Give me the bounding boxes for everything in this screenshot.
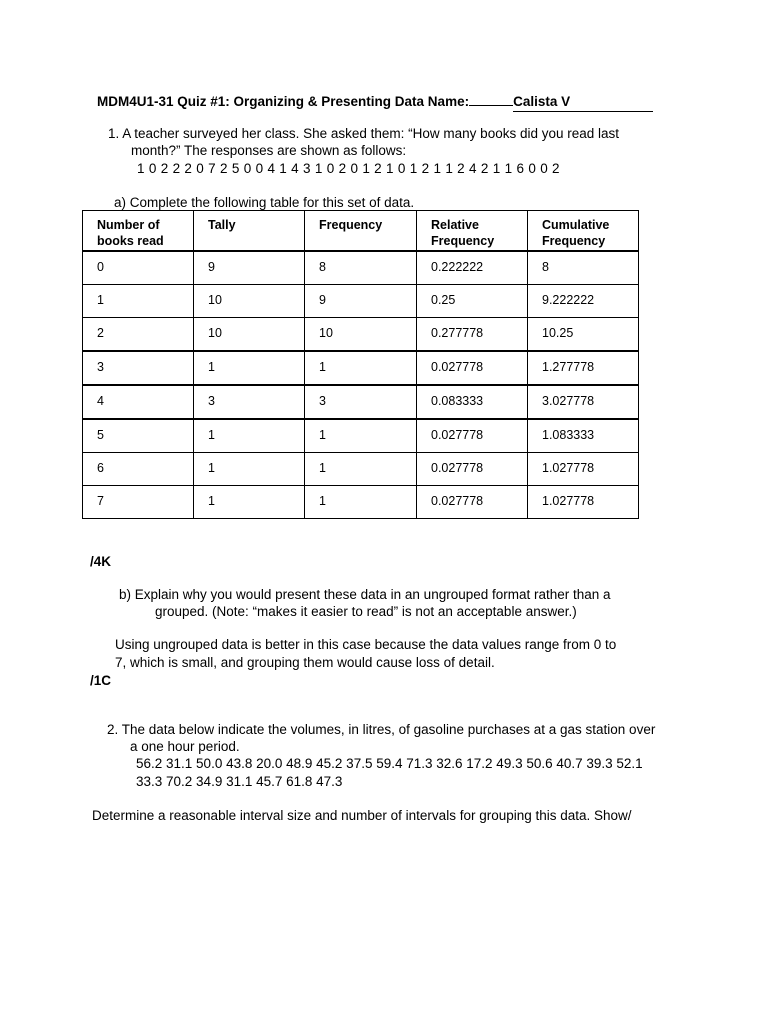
student-name-text: Calista V: [513, 94, 571, 109]
student-name: [513, 94, 653, 112]
header-relative-frequency: [417, 211, 528, 251]
q1-part-b-prompt-line2: grouped. (Note: “makes it easier to read” is not an acceptable answer.): [155, 604, 577, 619]
table-row: [83, 385, 639, 419]
q2-instruction: Determine a reasonable interval size and number of intervals for grouping this data. Show/: [92, 808, 632, 823]
cell-books: 7: [83, 485, 194, 518]
score-part-a: /4K: [90, 554, 112, 569]
header-books-read: [83, 211, 194, 251]
cell-cumulative-frequency: 9.222222: [528, 284, 639, 317]
quiz-title: MDM4U1-31 Quiz #1: Organizing & Presenting Data Name:: [97, 94, 470, 109]
q1-prompt-line1: 1. A teacher surveyed her class. She asked them: “How many books did you read last: [108, 126, 620, 141]
q1-responses: 1 0 2 2 2 0 7 2 5 0 0 4 1 4 3 1 0 2 0 1 2 1 0 1 2 1 1 2 4 2 1 1 6 0 0 2: [137, 161, 560, 176]
cell-tally: 1: [194, 419, 305, 453]
table-row: [83, 351, 639, 385]
cell-cumulative-frequency: 8: [528, 251, 639, 285]
cell-cumulative-frequency: 10.25: [528, 317, 639, 351]
cell-frequency: 1: [305, 485, 417, 518]
cell-books: 0: [83, 251, 194, 285]
cell-books: 6: [83, 452, 194, 485]
cell-relative-frequency: 0.027778: [417, 351, 528, 385]
frequency-table: [82, 210, 639, 519]
header-tally-line1: Tally: [208, 218, 236, 232]
cell-cumulative-frequency: 1.277778: [528, 351, 639, 385]
cell-books: 5: [83, 419, 194, 453]
cell-frequency: 1: [305, 419, 417, 453]
cell-tally: 1: [194, 452, 305, 485]
cell-tally: 10: [194, 317, 305, 351]
header-tally: [194, 211, 305, 251]
table-row: [83, 485, 639, 518]
cell-tally: 1: [194, 351, 305, 385]
header-frequency: [305, 211, 417, 251]
table-row: [83, 251, 639, 285]
q2-data-line1: 56.2 31.1 50.0 43.8 20.0 48.9 45.2 37.5 59.4 71.3 32.6 17.2 49.3 50.6 40.7 39.3 52.1: [136, 756, 643, 771]
header-relative-frequency-line1: Relative: [431, 218, 479, 232]
cell-tally: 9: [194, 251, 305, 285]
q2-prompt-line2: a one hour period.: [130, 739, 240, 754]
answer-b-line1: Using ungrouped data is better in this case because the data values range from 0 to: [115, 637, 617, 652]
cell-relative-frequency: 0.222222: [417, 251, 528, 285]
cell-relative-frequency: 0.25: [417, 284, 528, 317]
cell-cumulative-frequency: 3.027778: [528, 385, 639, 419]
cell-frequency: 1: [305, 452, 417, 485]
header-books-read-line1: Number of: [97, 218, 160, 232]
cell-frequency: 8: [305, 251, 417, 285]
quiz-title-line: [97, 93, 653, 112]
score-part-b: /1C: [90, 673, 112, 688]
q1-prompt-line2: month?” The responses are shown as follows:: [131, 143, 407, 158]
cell-cumulative-frequency: 1.027778: [528, 452, 639, 485]
cell-tally: 1: [194, 485, 305, 518]
q1-part-b-prompt-line1: b) Explain why you would present these data in an ungrouped format rather than a: [119, 587, 611, 602]
q1-part-a-prompt: a) Complete the following table for this set of data.: [114, 195, 415, 210]
header-cumulative-frequency: [528, 211, 639, 251]
table-row: [83, 452, 639, 485]
table-row: [83, 317, 639, 351]
cell-cumulative-frequency: 1.027778: [528, 485, 639, 518]
cell-relative-frequency: 0.083333: [417, 385, 528, 419]
cell-books: 4: [83, 385, 194, 419]
cell-books: 1: [83, 284, 194, 317]
table-header-row: [83, 211, 639, 251]
header-books-read-line2: books read: [97, 233, 164, 248]
cell-frequency: 10: [305, 317, 417, 351]
header-cumulative-frequency-line1: Cumulative: [542, 218, 610, 232]
cell-relative-frequency: 0.027778: [417, 452, 528, 485]
cell-tally: 3: [194, 385, 305, 419]
answer-b-line2: 7, which is small, and grouping them would cause loss of detail.: [115, 655, 495, 670]
cell-frequency: 9: [305, 284, 417, 317]
header-relative-frequency-line2: Frequency: [431, 233, 495, 248]
name-blank-line: [469, 93, 513, 106]
table-row: [83, 284, 639, 317]
q2-prompt-line1: 2. The data below indicate the volumes, in litres, of gasoline purchases at a gas station over: [107, 722, 656, 737]
cell-tally: 10: [194, 284, 305, 317]
cell-relative-frequency: 0.027778: [417, 419, 528, 453]
cell-relative-frequency: 0.027778: [417, 485, 528, 518]
cell-frequency: 3: [305, 385, 417, 419]
cell-books: 3: [83, 351, 194, 385]
table-row: [83, 419, 639, 453]
cell-frequency: 1: [305, 351, 417, 385]
cell-cumulative-frequency: 1.083333: [528, 419, 639, 453]
header-cumulative-frequency-line2: Frequency: [542, 233, 606, 248]
q2-data-line2: 33.3 70.2 34.9 31.1 45.7 61.8 47.3: [136, 774, 343, 789]
header-frequency-line1: Frequency: [319, 218, 383, 232]
cell-books: 2: [83, 317, 194, 351]
cell-relative-frequency: 0.277778: [417, 317, 528, 351]
